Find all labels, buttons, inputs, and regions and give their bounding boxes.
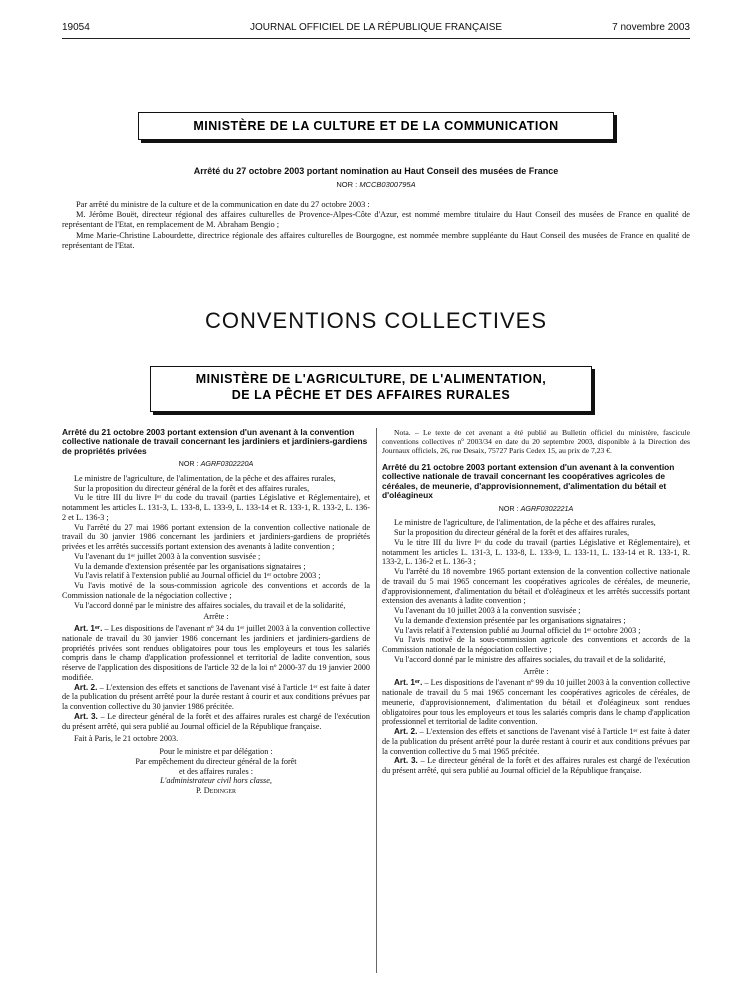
- nor-line: [62, 459, 370, 469]
- arrete-title: Arrêté du 21 octobre 2003 portant extension d'un avenant à la convention collective nationale de travail concernant les jardiniers et jardiniers-gardiens de propriétés privées: [62, 427, 368, 456]
- article-paragraph: [62, 712, 370, 732]
- article-label: Art. 3.: [394, 756, 418, 766]
- arrete-nomination-nor: [62, 180, 690, 189]
- article-label: Art. 1ᵉʳ.: [394, 678, 423, 688]
- nor-line: [382, 504, 690, 514]
- nor-label: NOR :: [336, 180, 358, 189]
- body-paragraph: M. Jérôme Bouët, directeur régional des affaires culturelles de Provence-Alpes-Côte d'Azur, est nommé membre titulaire du Haut Conseil des musées de France en qualité de représentant de l'Etat, en remplacement de M. Abraham Bengio ;: [62, 210, 690, 230]
- visa-paragraph: Vu l'accord donné par le ministre des affaires sociales, du travail et de la solidarité,: [394, 654, 666, 664]
- visa-paragraph: Le ministre de l'agriculture, de l'alimentation, de la pêche et des affaires rurales,: [74, 473, 336, 483]
- article-paragraph: [382, 678, 690, 727]
- article-paragraph: [62, 624, 370, 683]
- visa-paragraph: Vu l'accord donné par le ministre des affaires sociales, du travail et de la solidarité,: [74, 600, 346, 610]
- article-text: – Le directeur général de la forêt et des affaires rurales est chargé de l'exécution du présent arrêté, qui sera publié au Journal officiel de la République française.: [62, 711, 370, 731]
- visa-paragraph: Vu l'arrêté du 18 novembre 1965 portant extension de la convention collective nationale de travail du 5 mai 1965 concernant les coopératives agricoles de céréales, de meunerie, d'approvisionnement, d'alimentation du bétail et d'oléagineux et les arrêtés successifs portant extension des avenants à ladite convention ;: [382, 567, 690, 606]
- article-text: – Les dispositions de l'avenant nº 34 du 1ᵉʳ juillet 2003 à la convention collective nationale de travail du 30 janvier 1986 concernant les jardiniers et jardiniers-gardiens de propriétés privées sont rendues obligatoires pour tous les employeurs et tous les salariés compris dans le champ d'application professionnel et territorial de ladite convention, sous réserve de l'application des dispositions de l'article 32 de la loi nº 2000-37 du 19 janvier 2000 modifiée.: [62, 624, 370, 682]
- header-rule: [62, 38, 690, 39]
- article-label: Art. 1ᵉʳ.: [74, 624, 103, 634]
- publication-note: Nota. – Le texte de cet avenant a été publié au Bulletin officiel du ministère, fascicule conventions collectives nº 2003/34 en date du 20 septembre 2003, disponible à la Direction des Journaux officiels, 26, rue Desaix, 75727 Paris Cedex 15, au prix de 7,23 €.: [382, 428, 690, 455]
- visa-paragraph: Vu l'avis motivé de la sous-commission agricole des conventions et accords de la Commission nationale de la négociation collective ;: [382, 635, 690, 655]
- visa-paragraph: Vu l'avis motivé de la sous-commission agricole des conventions et accords de la Commission nationale de la négociation collective ;: [62, 581, 370, 600]
- section-title: CONVENTIONS COLLECTIVES: [204, 308, 548, 333]
- ministry-agriculture-box: [150, 366, 592, 412]
- arrete-word: Arrête :: [203, 612, 229, 622]
- article-text: – Les dispositions de l'avenant nº 99 du 10 juillet 2003 à la convention collective nationale de travail du 5 mai 1965 concernant les coopératives agricoles de céréales, de meunerie, d'approvisionnement, d'alimentation du bétail et d'oléagineux sont rendues obligatoires pour tous les employeurs et tous les salariés compris dans le champ d'application professionnel et territorial de ladite convention.: [382, 678, 690, 727]
- visa-paragraph: Sur la proposition du directeur général de la forêt et des affaires rurales,: [74, 483, 310, 493]
- signature-line: Pour le ministre et par délégation :: [159, 747, 273, 757]
- visa-paragraph: Vu l'avenant du 1ᵉʳ juillet 2003 à la convention susvisée ;: [74, 551, 261, 561]
- article-text: – L'extension des effets et sanctions de l'avenant visé à l'article 1ᵉʳ est faite à dater de la publication du présent arrêté pour la durée restant à courir et aux conditions prévues par la convention collective du 5 mai 1965 précitée.: [382, 727, 690, 756]
- ministry-line: MINISTÈRE DE L'AGRICULTURE, DE L'ALIMENTATION,: [195, 372, 547, 386]
- ministry-culture-box: MINISTÈRE DE LA CULTURE ET DE LA COMMUNICATION: [138, 112, 614, 140]
- article-text: – Le directeur général de la forêt et des affaires rurales est chargé de l'exécution du présent arrêté, qui sera publié au Journal officiel de la République française.: [382, 756, 690, 776]
- visa-paragraph: Vu la demande d'extension présentée par les organisations signataires ;: [394, 615, 626, 625]
- article-text: – L'extension des effets et sanctions de l'avenant visé à l'article 1ᵉʳ est faite à dater de la publication du présent arrêté pour la durée restant à courir et aux conditions prévues par la convention collective du 30 janvier 1986 précitée.: [62, 682, 370, 712]
- visa-paragraph: Vu l'avis relatif à l'extension publié au Journal officiel du 1ᵉʳ octobre 2003 ;: [74, 571, 321, 581]
- journal-title: JOURNAL OFFICIEL DE LA RÉPUBLIQUE FRANÇAISE: [249, 22, 503, 33]
- nor-code: AGRF0302221A: [520, 503, 574, 513]
- arrete-word: Arrête :: [523, 666, 549, 676]
- article-paragraph: [62, 683, 370, 712]
- nor-label: NOR :: [498, 503, 519, 513]
- visa-paragraph: Vu l'arrêté du 27 mai 1986 portant extension de la convention collective nationale de travail du 30 janvier 1986 concernant les jardiniers et jardiniers-gardiens de propriétés privées et les arrêtés successifs portant extension des avenants à ladite convention ;: [62, 522, 370, 552]
- signature-line: Par empêchement du directeur général de la forêt: [135, 756, 297, 766]
- right-column: [382, 428, 690, 776]
- left-column: [62, 428, 370, 796]
- article-paragraph: [382, 727, 690, 756]
- visa-paragraph: Vu le titre III du livre Iᵉʳ du code du travail (parties Législative et Réglementaire), et notamment les articles L. 131-3, L. 133-8, L. 133-9, L. 133-11, L. 133-14 et R. 133-1, R. 133-2, L. 136-2 et L. 136-3 ;: [382, 537, 690, 567]
- article-paragraph: [382, 756, 690, 776]
- arrete-nomination-body: [62, 200, 690, 251]
- column-divider: [376, 428, 377, 973]
- arrete-nomination-title: Arrêté du 27 octobre 2003 portant nomination au Haut Conseil des musées de France: [193, 166, 559, 176]
- arrete-title: Arrêté du 21 octobre 2003 portant extension d'un avenant à la convention collective nationale de travail concernant les coopératives agricoles de céréales, de meunerie, d'approvisionnement, d'alimentation du bétail et d'oléagineux: [382, 462, 675, 501]
- issue-date: 7 novembre 2003: [612, 22, 690, 33]
- nor-label: NOR :: [178, 459, 199, 469]
- ministry-line: DE LA PÊCHE ET DES AFFAIRES RURALES: [231, 388, 511, 402]
- signature-role: L'administrateur civil hors classe,: [160, 776, 272, 786]
- nor-code: AGRF0302220A: [200, 459, 254, 469]
- article-label: Art. 3.: [74, 711, 98, 721]
- done-at-line: Fait à Paris, le 21 octobre 2003.: [74, 734, 179, 744]
- page-number: 19054: [62, 22, 90, 33]
- article-label: Art. 2.: [74, 682, 98, 692]
- visa-paragraph: Vu le titre III du livre Iᵉʳ du code du travail (parties Législative et Réglementaire), et notamment les articles L. 131-3, L. 133-8, L. 133-9, L. 133-14 et R. 133-1, R. 133-2, L. 136-2 et L. 136-3 ;: [62, 493, 370, 522]
- body-paragraph: Mme Marie-Christine Labourdette, directrice régionale des affaires culturelles de Bourgogne, est nommée membre suppléante du Haut Conseil des musées de France en qualité de représentant de l'Etat.: [62, 230, 690, 250]
- nor-code: MCCB0300795A: [359, 180, 416, 189]
- signature-name: P. Dedinger: [196, 786, 236, 796]
- article-label: Art. 2.: [394, 727, 418, 737]
- signature-line: et des affaires rurales :: [179, 766, 253, 776]
- body-paragraph: Par arrêté du ministre de la culture et de la communication en date du 27 octobre 2003 :: [76, 200, 370, 209]
- visa-paragraph: Vu la demande d'extension présentée par les organisations signataires ;: [74, 561, 306, 571]
- visa-paragraph: Vu l'avis relatif à l'extension publié au Journal officiel du 1ᵉʳ octobre 2003 ;: [394, 625, 641, 635]
- visa-paragraph: Vu l'avenant du 10 juillet 2003 à la convention susvisée ;: [394, 606, 581, 616]
- page-header: [62, 22, 690, 38]
- visa-paragraph: Sur la proposition du directeur général de la forêt et des affaires rurales,: [394, 528, 630, 538]
- visa-paragraph: Le ministre de l'agriculture, de l'alimentation, de la pêche et des affaires rurales,: [394, 518, 656, 528]
